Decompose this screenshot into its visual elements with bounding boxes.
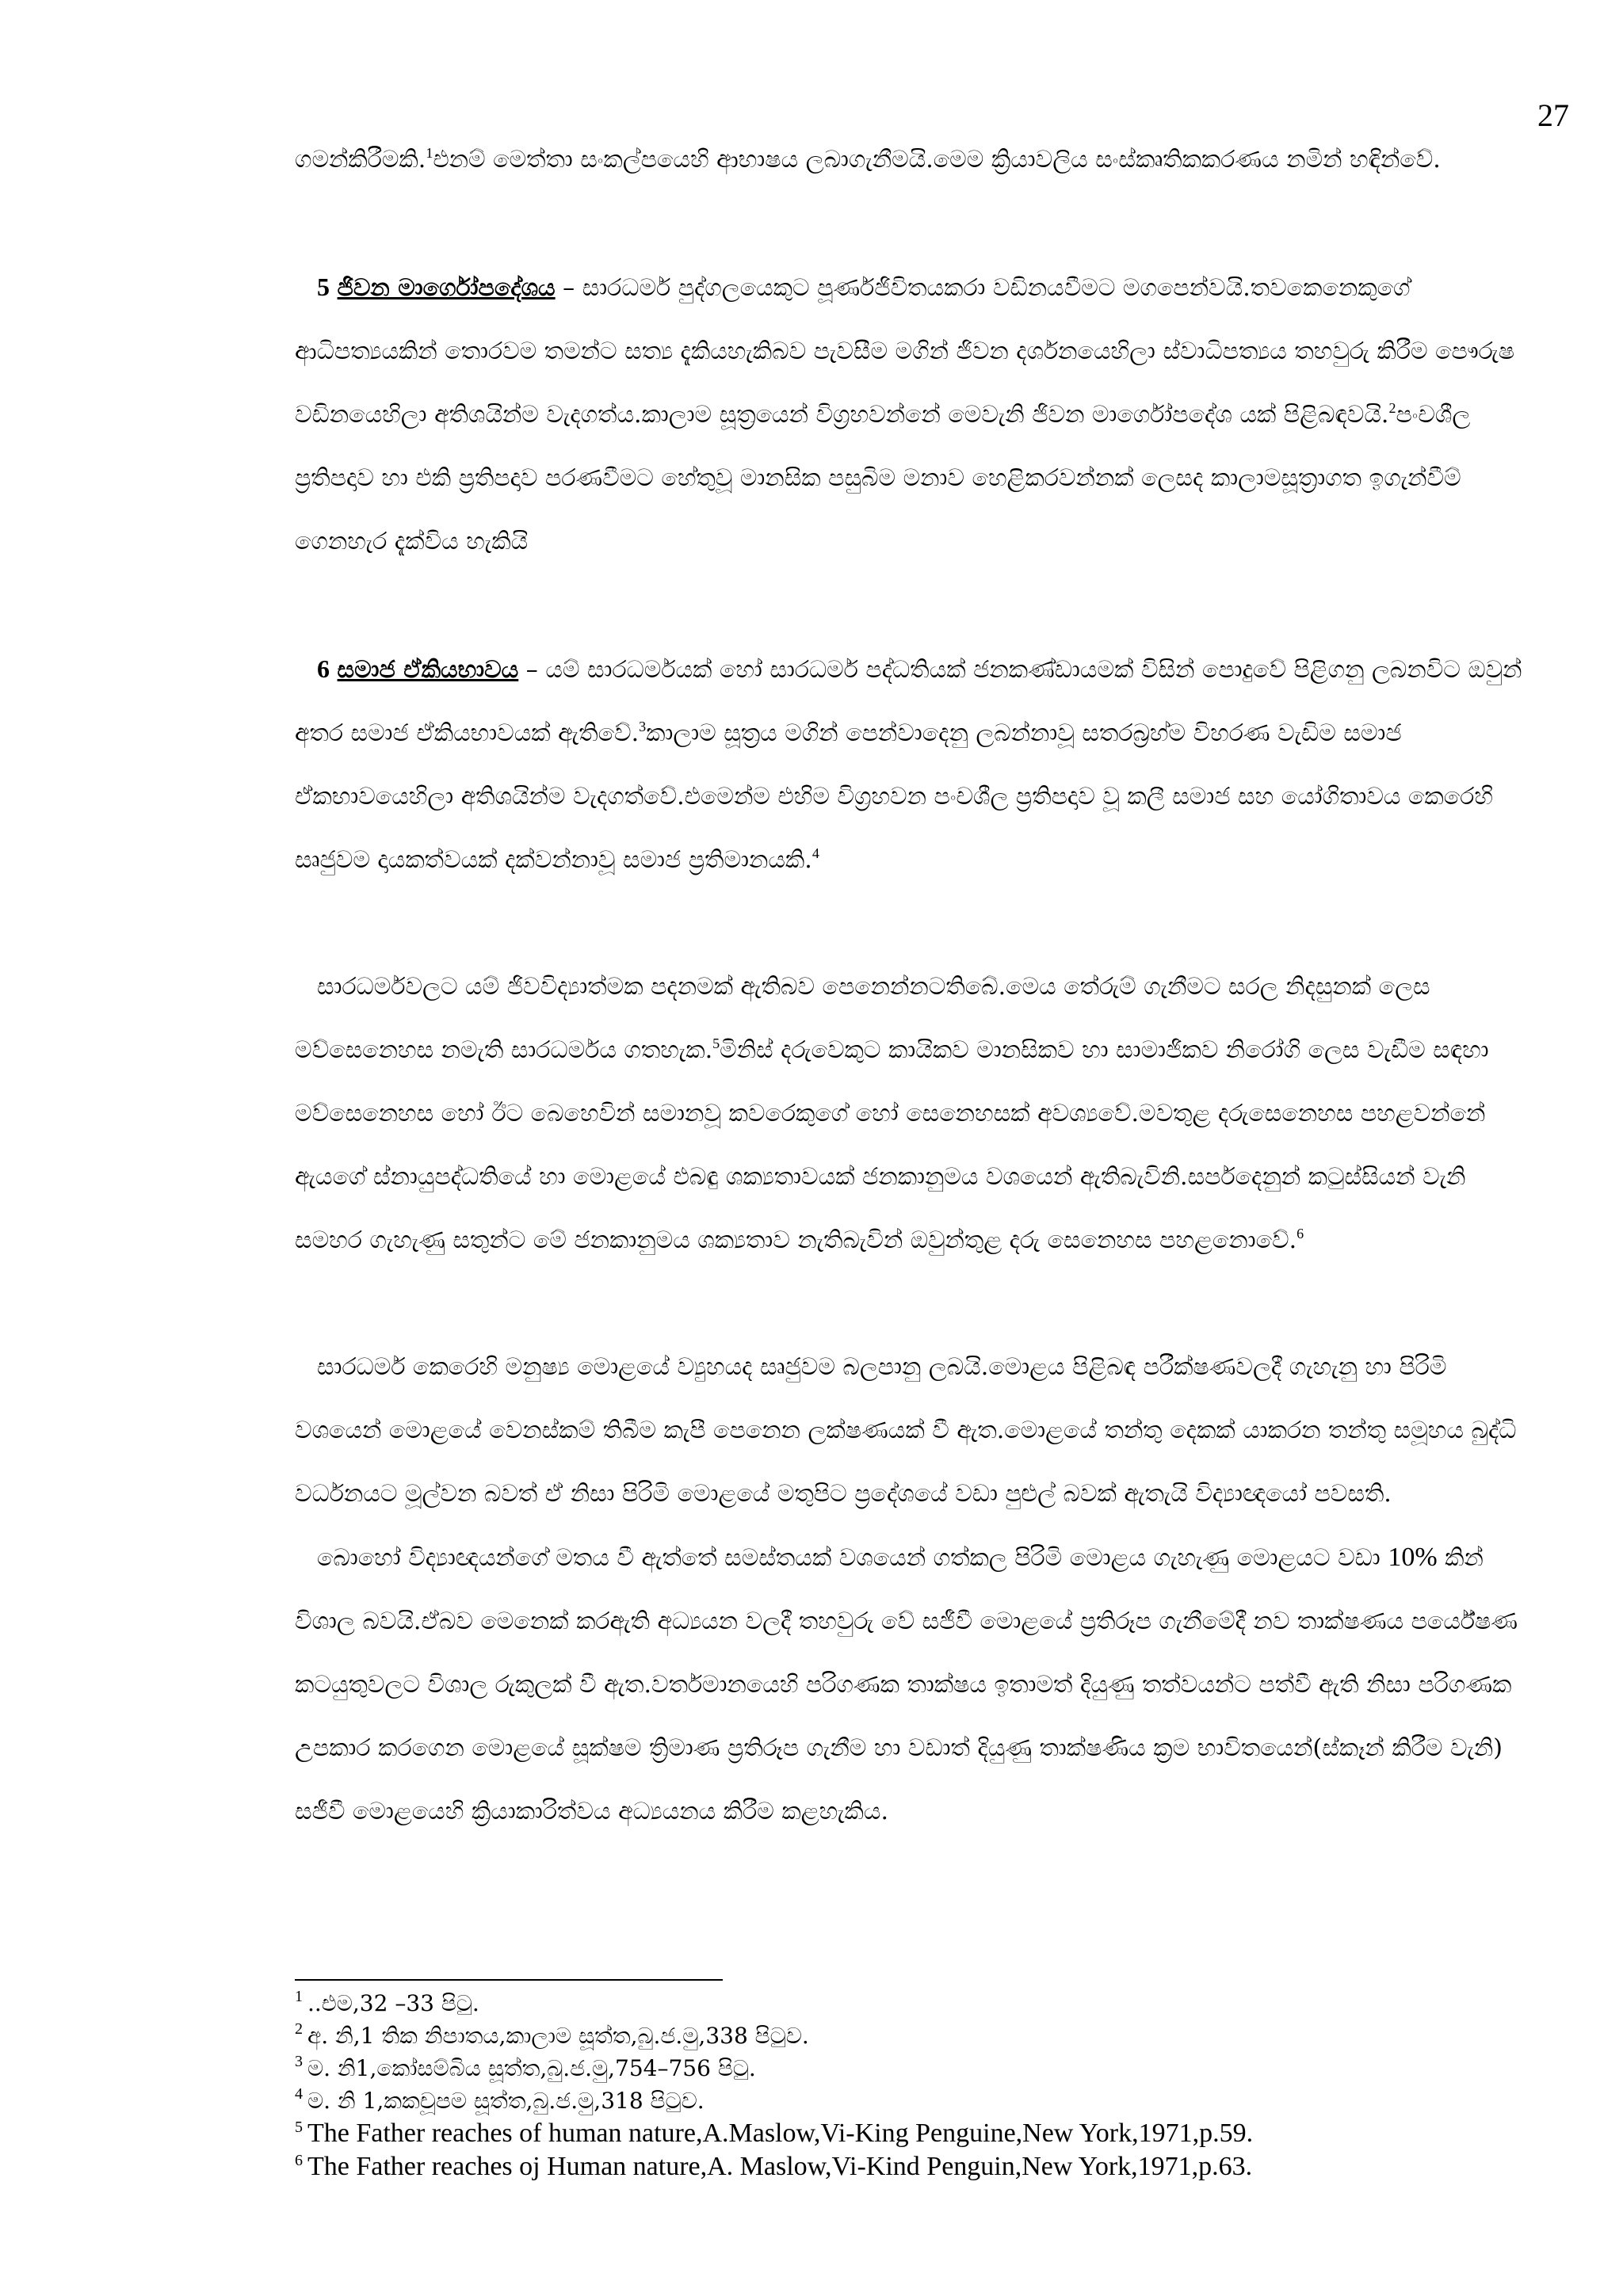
footnote-divider: [295, 1979, 723, 1981]
paragraph-text: මිනිස් දරුවෙකුට කායිකව මානසිකව හා සාමාජිකව නිරෝගි ලෙස වැඩීම සඳහා මව්සෙනෙහස හෝ ඊට බෙහෙවින් සමානවූ කවරෙකුගේ හෝ සෙනෙහසක් අවශ්‍යවේ.මවතුළ දරුසෙනෙහස පහළවන්නේ ඇයගේ ස්නායුපද්ධතියේ හා මොළයේ එබඳු ශක්‍යතාවයක් ජනකානුමය වශයෙන් ඇතිබැවිනි.සර්පදෙනුන් කටුස්සියන් වැනි සමහර ගැහැණු සතුන්ට මේ ජනකානුමය ශක්‍යතාව නැතිබැවින් ඔවුන්තුළ දරු සෙනෙහස පහළනොවේ.: [295, 1036, 1489, 1254]
footnote-item: [295, 2084, 1531, 2117]
footnote-text: අ. නි,1 තික නිපාතය,කාලාම සූත්ත,බු.ජ.මු,338 පිටුව.: [307, 2023, 809, 2049]
paragraph-life-guidance: [295, 255, 1531, 574]
percentage-value: 10%: [1388, 1543, 1438, 1572]
section-number: 5: [317, 273, 330, 301]
section-term: සමාජ ඒකියභාවය: [337, 656, 519, 684]
footnote-item: [295, 2052, 1531, 2084]
paragraph-text: පංචශීල ප්‍රතිපදාව හා එකි ප්‍රතිපදාව පරණවීමට හේතුවූ මානසික පසුබිම මනාව හෙළිකරවන්නක් ලෙසද කාලාමසූත්‍රාගත ඉගැන්වීම් ගෙනහැර දැක්විය හැකියි: [295, 401, 1471, 555]
paragraph-continuation: [295, 128, 1531, 192]
paragraph-text: කාලාම සූත්‍රය මගින් පෙන්වාදෙනු ලබන්නාවූ සතරබ්‍රහ්ම විහරණ වැඩිම සමාජ ඒකභාවයෙහිලා අතිශයින්ම වැදගත්වේ.එමෙන්ම එහිම විග්‍රහවන පංචශීල ප්‍රතිපදාව වූ කලී සමාජ සහ යෝගිතාවය කෙරෙහි සෘජුවම දායකත්වයක් දක්වන්නාවූ සමාජ ප්‍රතිමානයකි.: [295, 719, 1493, 874]
footnote-ref: 3: [639, 719, 647, 734]
footnote-ref: 6: [1296, 1226, 1304, 1241]
page-number: 27: [1537, 97, 1569, 133]
section-number: 6: [317, 654, 330, 683]
paragraph-text: – සාරධර්ම පුද්ගලයෙකුට පූර්ණජිවිතයකරා වඩිනයවීමට මගපෙන්වයි.තවකෙනෙකුගේ ආධිපත්‍යයකින් තොරවම තමන්ට සත්‍ය දැකියහැකිබව පැවසීම මගින් ජිවන දර්ශනයෙහිලා ස්වාධිපත්‍යය තහවුරු කිරීම පෞරුෂ වඩිනයෙහිලා අතිශයින්ම වැදගත්ය.කාලාම සූත්‍රයෙන් විග්‍රහවන්නේ මෙවැනි ජිවන මාර්ගෝපදේශ යක් පිළිබඳවයි.: [295, 274, 1515, 429]
footnote-ref: 5: [712, 1035, 720, 1051]
section-term: ජිවන මාර්ගෝපදේශය: [337, 274, 556, 302]
footnote-item: [295, 2117, 1531, 2150]
document-body: [295, 128, 1531, 1844]
footnote-mark: 2: [295, 2020, 303, 2038]
paragraph-text: ගමන්කිරීමකි.: [295, 146, 426, 174]
footnote-item: [295, 1987, 1531, 2019]
footnote-ref: 2: [1388, 400, 1396, 416]
footnote-item: [295, 2150, 1531, 2183]
footnote-text: The Father reaches of human nature,A.Maslow,Vi-King Penguine,New York,1971,p.59.: [307, 2119, 1254, 2148]
paragraph-text: එනම් මෙත්තා සංකල්පයෙහි ආභාෂය ලබාගැනීමයි.මෙම ක්‍රියාවලිය සංස්කෘතිකකරණය නමින් හඳින්වේ.: [433, 146, 1441, 174]
footnote-item: [295, 2019, 1531, 2052]
footnote-mark: 3: [295, 2053, 303, 2070]
paragraph-text: බොහෝ විද්‍යාඥයන්ගේ මතය වී ඇත්තේ සමස්තයක් වශයෙන් ගත්කල පිරිමි මොළය ගැහැණු මොළයට වඩා: [317, 1544, 1388, 1572]
paragraph-brain-size: [295, 1526, 1531, 1844]
paragraph-text: සාරධර්ම කෙරෙහි මනුෂ්‍ය මොළයේ ව්‍යුහයද සෘජුවම බලපානු ලබයි.මොළය පිළිබඳ පරීක්ෂණවලදී ගැහැනු හා පිරිමි වශයෙන් මොළයේ වෙනස්කම් තිබීම කැපී පෙනෙන ලක්ෂණයක් වී ඇත.මොළයේ තන්තු දෙකක් යාකරන තන්තු සමූහය බුද්ධි වර්ධනයට මූල්වන බවත් ඒ නිසා පිරිමි මොළයේ මතුපිට ප්‍රදේශයේ වඩා පුළුල් බවක් ඇතැයි විද්‍යාඥයෝ පවසති.: [295, 1353, 1517, 1508]
footnote-text: The Father reaches oj Human nature,A. Maslow,Vi-Kind Penguin,New York,1971,p.63.: [307, 2152, 1253, 2181]
footnote-text: ..එම,32 –33 පිටු.: [307, 1990, 479, 2016]
paragraph-text: – යම් සාරධර්මයක් හෝ සාරධර්ම පද්ධතියක් ජනකණ්ඩායමක් විසින් පොදුවේ පිළිගනු ලබනවිට ඔවුන් අතර සමාජ ඒකියභාවයක් ඇතිවේ.: [295, 656, 1522, 747]
paragraph-biological-basis: [295, 955, 1531, 1272]
footnote-text: ම. නි 1,කකචූපම සූත්ත,බු.ජ.මු,318 පිටුව.: [307, 2088, 705, 2114]
footnote-mark: 6: [295, 2152, 303, 2169]
paragraph-text: කින් විශාල බවයි.ඒබව මෙනෙක් කරඇති අධ්‍යයන වලදී තහවුරු වේ සජීවී මොළයේ ප්‍රතිරූප ගැනීමේදී නව තාක්ෂණය පර්යේෂණ කටයුතුවලට විශාල රුකුලක් වී ඇත.වර්තමානයෙහි පරිගණක තාක්ෂය ඉතාමත් දියුණු තත්වයන්ට පත්වී ඇති නිසා පරිගණක උපකාර කරගෙන මොළයේ සූක්ෂම ත්‍රිමාණ ප්‍රතිරූප ගැනීම හා වඩාත් දියුණු තාක්ෂණිය ක්‍රම භාවිතයෙන්(ස්කෑන් කිරීම වැනි) සජීවී මොළයෙහි ක්‍රියාකාරිත්වය අධ්‍යයනය කිරීම කළහැකිය.: [295, 1544, 1518, 1825]
footnotes: [295, 1987, 1531, 2183]
footnote-ref: 1: [426, 145, 433, 161]
paragraph-text: සාරධර්මවලට යම් ජිවවිද්‍යාත්මක පදනමක් ඇතිබව පෙනෙන්නටතිබේ.මෙය තේරුම් ගැනීමට සරල නිදසුනක් ලෙස මව්සෙනෙහස නමැති සාරධර්මය ගතහැක.: [295, 973, 1430, 1064]
footnote-mark: 5: [295, 2119, 303, 2136]
footnote-text: ම. නි1,කෝසම්බිය සූත්ත,බු.ජ.මු,754–756 පිටු.: [307, 2055, 756, 2081]
footnote-mark: 4: [295, 2085, 303, 2103]
footnote-mark: 1: [295, 1988, 303, 2005]
paragraph-brain-structure: [295, 1336, 1531, 1526]
footnote-ref: 4: [812, 845, 819, 861]
paragraph-social-unity: [295, 637, 1531, 892]
